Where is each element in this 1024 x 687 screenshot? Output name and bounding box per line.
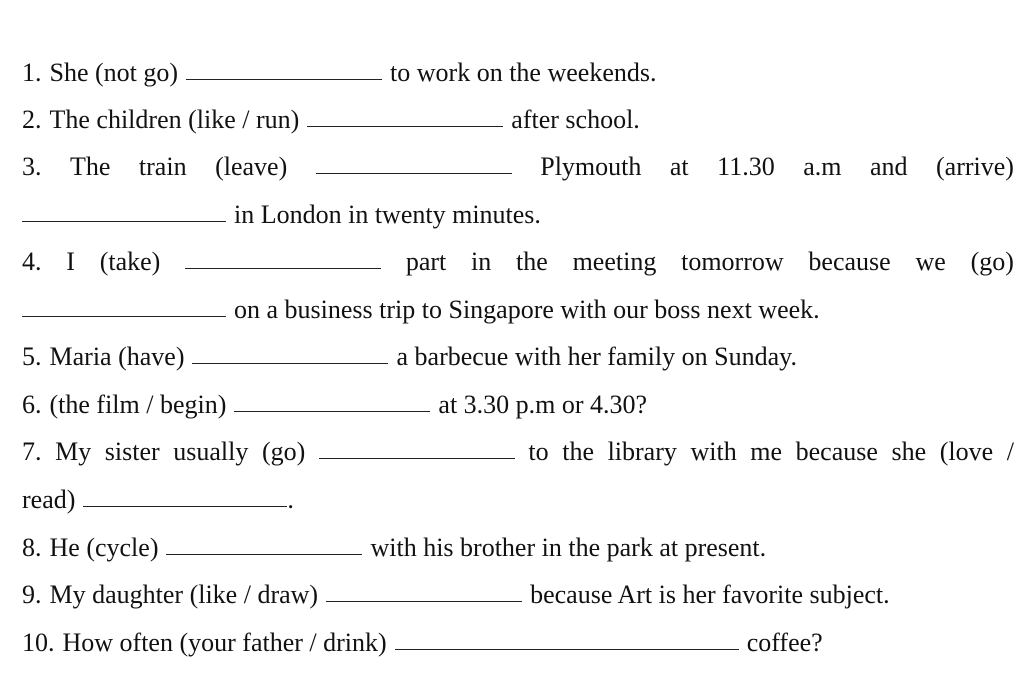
answer-blank[interactable] (234, 410, 430, 412)
exercise-item-4 (22, 241, 1014, 277)
answer-blank[interactable] (83, 505, 287, 507)
following-text: in London in twenty minutes. (234, 200, 541, 229)
prompt-word: My (55, 437, 92, 466)
following-text: with his brother in the park at present. (370, 533, 767, 562)
item-number: 2. (22, 105, 42, 134)
prompt-word: (arrive) (936, 152, 1014, 181)
prompt-word: I (66, 247, 75, 276)
prompt-word: at (669, 152, 689, 181)
answer-blank[interactable] (326, 600, 522, 602)
prompt-word: we (915, 247, 946, 276)
answer-blank[interactable] (22, 315, 226, 317)
prompt-word: the (516, 247, 548, 276)
answer-blank[interactable] (395, 648, 739, 650)
prompt-word: (love (939, 437, 994, 466)
item-number: 4. (22, 247, 42, 276)
prompt-word: sister (104, 437, 160, 466)
prompt-word: meeting (572, 247, 657, 276)
item-number: 7. (22, 437, 42, 466)
prompt-word: library (607, 437, 677, 466)
prompt-text: My daughter (like / draw) (49, 580, 319, 609)
exercise-item-6 (22, 384, 1014, 420)
answer-blank[interactable] (185, 267, 381, 269)
exercise-item-9 (22, 574, 1014, 610)
prompt-word: Plymouth (540, 152, 642, 181)
prompt-word: (go) (261, 437, 306, 466)
prompt-word: to (528, 437, 549, 466)
item-number: 1. (22, 58, 42, 87)
answer-blank[interactable] (319, 457, 515, 459)
item-number: 5. (22, 342, 42, 371)
following-text: a barbecue with her family on Sunday. (396, 342, 797, 371)
prompt-word: The (70, 152, 111, 181)
item-number: 3. (22, 152, 42, 181)
answer-blank[interactable] (316, 172, 512, 174)
prompt-word: she (891, 437, 927, 466)
prompt-word: the (562, 437, 594, 466)
item-number: 6. (22, 390, 42, 419)
prompt-word: (go) (970, 247, 1014, 276)
following-text: to work on the weekends. (390, 58, 657, 87)
item-number: 8. (22, 533, 42, 562)
prompt-text: He (cycle) (49, 533, 159, 562)
following-text: on a business trip to Singapore with our boss next week. (234, 295, 820, 324)
prompt-word: tomorrow (681, 247, 784, 276)
exercise-item-3 (22, 146, 1014, 182)
exercise-item-4-continued (22, 289, 1014, 325)
item-number: 10. (22, 628, 55, 657)
prompt-word: because (795, 437, 878, 466)
following-text: coffee? (746, 628, 823, 657)
exercise-item-10 (22, 622, 1014, 658)
exercise-item-1 (22, 52, 1014, 88)
following-text: because Art is her favorite subject. (530, 580, 890, 609)
prompt-text: Maria (have) (49, 342, 185, 371)
prompt-text: (the film / begin) (49, 390, 227, 419)
prompt-text: read) (22, 485, 76, 514)
prompt-word: usually (173, 437, 249, 466)
exercise-item-7-continued (22, 479, 1014, 515)
prompt-word: (leave) (215, 152, 288, 181)
answer-blank[interactable] (192, 362, 388, 364)
prompt-text: How often (your father / drink) (62, 628, 387, 657)
answer-blank[interactable] (166, 553, 362, 555)
prompt-word: (take) (99, 247, 161, 276)
exercise-item-2 (22, 99, 1014, 135)
exercise-item-3-continued (22, 194, 1014, 230)
prompt-word: in (471, 247, 492, 276)
following-text: after school. (511, 105, 640, 134)
prompt-word: me (750, 437, 783, 466)
prompt-word: train (138, 152, 187, 181)
exercise-item-7 (22, 431, 1014, 467)
prompt-word: and (869, 152, 908, 181)
answer-blank[interactable] (22, 220, 226, 222)
prompt-text: She (not go) (49, 58, 179, 87)
prompt-text: The children (like / run) (49, 105, 300, 134)
item-number: 9. (22, 580, 42, 609)
answer-blank[interactable] (307, 125, 503, 127)
prompt-word: with (690, 437, 737, 466)
prompt-word: because (808, 247, 891, 276)
prompt-word: / (1006, 437, 1014, 466)
prompt-word: 11.30 (717, 152, 775, 181)
end-punctuation: . (287, 485, 294, 514)
prompt-word: a.m (803, 152, 842, 181)
exercise-item-8 (22, 527, 1014, 563)
exercise-item-5 (22, 336, 1014, 372)
answer-blank[interactable] (186, 78, 382, 80)
following-text: at 3.30 p.m or 4.30? (438, 390, 648, 419)
prompt-word: part (405, 247, 447, 276)
